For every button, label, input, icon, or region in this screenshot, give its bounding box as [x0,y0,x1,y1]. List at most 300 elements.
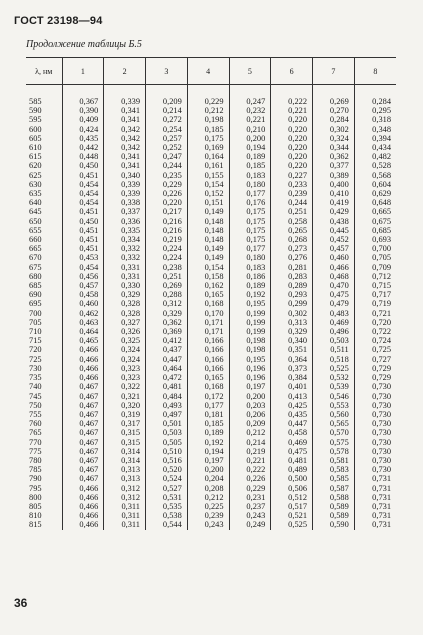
value-cell: 0,324 [104,355,146,364]
value-cell: 0,587 [313,484,355,493]
value-cell: 0,168 [187,382,229,391]
wavelength-cell: 705 [29,317,42,327]
value-cell: 0,585 [313,474,355,483]
value-cell: 0,311 [104,520,146,529]
table-row [26,290,396,299]
value-cell: 0,313 [104,474,146,483]
value-cell: 0,238 [146,263,188,272]
wavelength-cell: 730 [29,363,42,373]
value-cell: 0,324 [313,134,355,143]
value-cell: 0,328 [104,299,146,308]
value-cell: 0,199 [229,309,271,318]
value-cell: 0,730 [354,410,396,419]
value-cell: 0,454 [62,263,104,272]
value-cell: 0,334 [104,235,146,244]
table-spacer-cell [104,85,146,98]
value-cell: 0,451 [62,244,104,253]
value-cell: 0,341 [104,115,146,124]
table-row [26,299,396,308]
value-cell: 0,216 [146,217,188,226]
table-row [26,244,396,253]
value-cell: 0,196 [229,373,271,382]
table-row [26,336,396,345]
table-row [26,373,396,382]
value-cell: 0,467 [62,410,104,419]
value-cell: 0,454 [62,189,104,198]
value-cell: 0,272 [146,115,188,124]
wavelength-cell: 615 [29,152,42,162]
value-cell: 0,183 [229,171,271,180]
value-cell: 0,154 [187,180,229,189]
value-cell: 0,560 [313,410,355,419]
value-cell: 0,212 [187,106,229,115]
value-cell: 0,181 [187,410,229,419]
value-cell: 0,450 [62,217,104,226]
value-cell: 0,524 [146,474,188,483]
wavelength-cell: 640 [29,198,42,208]
value-cell: 0,450 [62,161,104,170]
value-cell: 0,483 [313,309,355,318]
value-cell: 0,466 [62,493,104,502]
value-cell: 0,730 [354,382,396,391]
value-cell: 0,233 [271,180,313,189]
value-cell: 0,369 [146,327,188,336]
table-row [26,401,396,410]
wavelength-cell: 805 [29,501,42,511]
value-cell: 0,731 [354,520,396,529]
value-cell: 0,390 [62,106,104,115]
table-row [26,253,396,262]
table-row [26,226,396,235]
value-cell: 0,730 [354,401,396,410]
value-cell: 0,475 [313,290,355,299]
value-cell: 0,227 [271,171,313,180]
column-header-5: 5 [229,58,271,85]
value-cell: 0,589 [313,502,355,511]
value-cell: 0,231 [229,493,271,502]
value-cell: 0,177 [229,189,271,198]
value-cell: 0,453 [62,253,104,262]
column-header-7: 7 [313,58,355,85]
value-cell: 0,186 [229,272,271,281]
value-cell: 0,351 [271,345,313,354]
value-cell: 0,384 [271,373,313,382]
table-spacer-cell [354,85,396,98]
column-header-wavelength: λ, нм [26,58,62,85]
table-row [26,198,396,207]
column-header-2: 2 [104,58,146,85]
value-cell: 0,665 [354,207,396,216]
value-cell: 0,198 [187,115,229,124]
wavelength-cell: 810 [29,511,42,521]
value-cell: 0,581 [313,456,355,465]
value-cell: 0,198 [229,336,271,345]
value-cell: 0,467 [62,419,104,428]
value-cell: 0,510 [146,447,188,456]
value-cell: 0,336 [104,217,146,226]
value-cell: 0,466 [62,511,104,520]
value-cell: 0,329 [146,309,188,318]
value-cell: 0,197 [187,456,229,465]
value-cell: 0,527 [146,484,188,493]
wavelength-cell: 725 [29,354,42,364]
column-header-4: 4 [187,58,229,85]
value-cell: 0,165 [187,290,229,299]
value-cell: 0,454 [62,180,104,189]
value-cell: 0,220 [146,198,188,207]
value-cell: 0,467 [62,474,104,483]
table-spacer-cell [271,85,313,98]
table-row [26,428,396,437]
value-cell: 0,158 [187,272,229,281]
table-body [26,85,396,530]
wavelength-cell: 690 [29,290,42,300]
value-cell: 0,217 [146,207,188,216]
value-cell: 0,312 [104,493,146,502]
wavelength-cell: 655 [29,225,42,235]
value-cell: 0,244 [146,161,188,170]
value-cell: 0,467 [62,428,104,437]
value-cell: 0,148 [187,217,229,226]
wavelength-cell: 620 [29,161,42,171]
value-cell: 0,265 [271,226,313,235]
value-cell: 0,212 [187,493,229,502]
value-cell: 0,329 [104,290,146,299]
value-cell: 0,185 [187,125,229,134]
value-cell: 0,460 [62,299,104,308]
value-cell: 0,224 [146,244,188,253]
wavelength-cell: 685 [29,281,42,291]
value-cell: 0,604 [354,180,396,189]
value-cell: 0,445 [313,226,355,235]
value-cell: 0,709 [354,263,396,272]
value-cell: 0,226 [229,474,271,483]
value-cell: 0,731 [354,474,396,483]
wavelength-cell: 800 [29,492,42,502]
value-cell: 0,452 [313,235,355,244]
table-row [26,309,396,318]
value-cell: 0,731 [354,493,396,502]
value-cell: 0,189 [187,428,229,437]
value-cell: 0,451 [62,235,104,244]
value-cell: 0,323 [104,373,146,382]
value-cell: 0,335 [104,226,146,235]
value-cell: 0,463 [62,318,104,327]
value-cell: 0,257 [146,134,188,143]
value-cell: 0,239 [271,189,313,198]
value-cell: 0,192 [187,438,229,447]
value-cell: 0,497 [146,410,188,419]
value-cell: 0,312 [104,484,146,493]
value-cell: 0,410 [313,189,355,198]
value-cell: 0,715 [354,281,396,290]
value-cell: 0,200 [187,465,229,474]
value-cell: 0,214 [146,106,188,115]
value-cell: 0,315 [104,438,146,447]
table-spacer-cell [146,85,188,98]
value-cell: 0,466 [62,373,104,382]
value-cell: 0,254 [146,125,188,134]
value-cell: 0,516 [146,456,188,465]
value-cell: 0,484 [146,392,188,401]
table-row [26,189,396,198]
table-spacer-row [26,85,396,98]
value-cell: 0,496 [313,327,355,336]
wavelength-cell: 710 [29,327,42,337]
wavelength-cell: 785 [29,465,42,475]
value-cell: 0,164 [187,152,229,161]
value-cell: 0,413 [271,392,313,401]
value-cell: 0,152 [187,189,229,198]
value-cell: 0,175 [229,226,271,235]
value-cell: 0,331 [104,263,146,272]
value-cell: 0,243 [187,520,229,529]
value-cell: 0,212 [229,428,271,437]
table-header [26,58,396,85]
table-spacer-cell [187,85,229,98]
value-cell: 0,467 [62,382,104,391]
value-cell: 0,693 [354,235,396,244]
value-cell: 0,730 [354,456,396,465]
wavelength-cell: 585 [29,97,42,106]
value-cell: 0,268 [271,235,313,244]
value-cell: 0,221 [271,106,313,115]
value-cell: 0,457 [62,281,104,290]
table-row [26,318,396,327]
value-cell: 0,583 [313,465,355,474]
value-cell: 0,326 [104,327,146,336]
value-cell: 0,401 [271,382,313,391]
value-cell: 0,412 [146,336,188,345]
value-cell: 0,330 [104,281,146,290]
table-row [26,152,396,161]
value-cell: 0,729 [354,364,396,373]
wavelength-cell: 795 [29,483,42,493]
value-cell: 0,648 [354,198,396,207]
value-cell: 0,373 [271,364,313,373]
value-cell: 0,154 [187,263,229,272]
value-cell: 0,284 [354,97,396,106]
wavelength-cell: 715 [29,336,42,346]
value-cell: 0,538 [146,511,188,520]
value-cell: 0,175 [187,134,229,143]
value-cell: 0,451 [62,171,104,180]
table-row [26,364,396,373]
table-row [26,106,396,115]
value-cell: 0,512 [271,493,313,502]
value-cell: 0,219 [146,235,188,244]
value-cell: 0,180 [229,180,271,189]
table-row [26,410,396,419]
value-cell: 0,589 [313,511,355,520]
value-cell: 0,200 [229,134,271,143]
value-cell: 0,364 [271,355,313,364]
value-cell: 0,342 [104,125,146,134]
value-cell: 0,295 [354,106,396,115]
table-row [26,263,396,272]
value-cell: 0,521 [271,511,313,520]
table-row [26,272,396,281]
value-cell: 0,175 [229,235,271,244]
wavelength-cell: 775 [29,446,42,456]
value-cell: 0,332 [104,244,146,253]
table-row [26,345,396,354]
table-spacer-cell [229,85,271,98]
table-row [26,281,396,290]
value-cell: 0,222 [229,465,271,474]
value-cell: 0,466 [62,502,104,511]
value-cell: 0,222 [271,97,313,106]
value-cell: 0,348 [354,125,396,134]
value-cell: 0,730 [354,419,396,428]
table-caption: Продолжение таблицы Б.5 [26,39,142,50]
value-cell: 0,456 [62,272,104,281]
value-cell: 0,590 [313,520,355,529]
value-cell: 0,722 [354,327,396,336]
value-cell: 0,528 [354,161,396,170]
table-row [26,143,396,152]
value-cell: 0,251 [271,207,313,216]
value-cell: 0,720 [354,318,396,327]
value-cell: 0,466 [62,364,104,373]
value-cell: 0,535 [146,502,188,511]
value-cell: 0,466 [62,345,104,354]
value-cell: 0,199 [229,318,271,327]
value-cell: 0,479 [313,299,355,308]
value-cell: 0,220 [271,125,313,134]
value-cell: 0,322 [104,382,146,391]
wavelength-cell: 790 [29,474,42,484]
value-cell: 0,269 [313,97,355,106]
table-spacer-cell [313,85,355,98]
table-row [26,355,396,364]
table-spacer-cell [62,85,104,98]
value-cell: 0,518 [313,355,355,364]
table-row [26,484,396,493]
wavelength-cell: 780 [29,455,42,465]
value-cell: 0,730 [354,447,396,456]
value-cell: 0,442 [62,143,104,152]
value-cell: 0,189 [229,281,271,290]
value-cell: 0,362 [313,152,355,161]
value-cell: 0,214 [229,438,271,447]
wavelength-cell: 645 [29,207,42,217]
value-cell: 0,195 [229,355,271,364]
value-cell: 0,731 [354,484,396,493]
value-cell: 0,177 [187,401,229,410]
value-cell: 0,165 [187,373,229,382]
value-cell: 0,511 [313,345,355,354]
value-cell: 0,344 [313,143,355,152]
value-cell: 0,321 [104,392,146,401]
value-cell: 0,730 [354,438,396,447]
value-cell: 0,501 [146,419,188,428]
wavelength-cell: 755 [29,409,42,419]
value-cell: 0,176 [229,198,271,207]
wavelength-cell: 760 [29,419,42,429]
wavelength-cell: 595 [29,115,42,125]
value-cell: 0,731 [354,511,396,520]
value-cell: 0,730 [354,392,396,401]
table-row [26,511,396,520]
value-cell: 0,342 [104,143,146,152]
value-cell: 0,270 [313,106,355,115]
wavelength-cell: 660 [29,235,42,245]
table-row [26,419,396,428]
value-cell: 0,629 [354,189,396,198]
table-row [26,207,396,216]
value-cell: 0,462 [62,309,104,318]
value-cell: 0,185 [187,419,229,428]
column-header-6: 6 [271,58,313,85]
value-cell: 0,675 [354,217,396,226]
value-cell: 0,434 [354,143,396,152]
value-cell: 0,170 [187,309,229,318]
value-cell: 0,314 [104,447,146,456]
value-cell: 0,339 [104,180,146,189]
value-cell: 0,341 [104,152,146,161]
table-row [26,97,396,106]
value-cell: 0,209 [229,419,271,428]
value-cell: 0,729 [354,373,396,382]
value-cell: 0,276 [271,253,313,262]
value-cell: 0,226 [146,189,188,198]
value-cell: 0,367 [62,97,104,106]
value-cell: 0,525 [271,520,313,529]
value-cell: 0,148 [187,235,229,244]
value-cell: 0,320 [104,401,146,410]
value-cell: 0,464 [62,327,104,336]
value-cell: 0,220 [271,134,313,143]
value-cell: 0,458 [62,290,104,299]
wavelength-cell: 680 [29,271,42,281]
value-cell: 0,472 [146,373,188,382]
value-cell: 0,183 [229,263,271,272]
value-cell: 0,500 [271,474,313,483]
value-cell: 0,685 [354,226,396,235]
value-cell: 0,489 [271,465,313,474]
value-cell: 0,244 [271,198,313,207]
value-cell: 0,438 [313,217,355,226]
value-cell: 0,319 [104,410,146,419]
value-cell: 0,517 [271,502,313,511]
value-cell: 0,299 [271,299,313,308]
value-cell: 0,505 [146,438,188,447]
value-cell: 0,451 [62,207,104,216]
value-cell: 0,525 [313,364,355,373]
value-cell: 0,166 [187,345,229,354]
value-cell: 0,466 [62,520,104,529]
value-cell: 0,435 [62,134,104,143]
value-cell: 0,466 [313,263,355,272]
table-row [26,134,396,143]
table-row [26,456,396,465]
wavelength-cell: 745 [29,391,42,401]
value-cell: 0,721 [354,309,396,318]
table-row [26,217,396,226]
value-cell: 0,209 [146,97,188,106]
value-cell: 0,221 [229,115,271,124]
value-cell: 0,302 [271,309,313,318]
value-cell: 0,237 [229,502,271,511]
value-cell: 0,328 [104,309,146,318]
value-cell: 0,247 [146,152,188,161]
wavelength-cell: 695 [29,299,42,309]
value-cell: 0,313 [104,465,146,474]
value-cell: 0,195 [229,299,271,308]
value-cell: 0,327 [104,318,146,327]
wavelength-cell: 765 [29,428,42,438]
